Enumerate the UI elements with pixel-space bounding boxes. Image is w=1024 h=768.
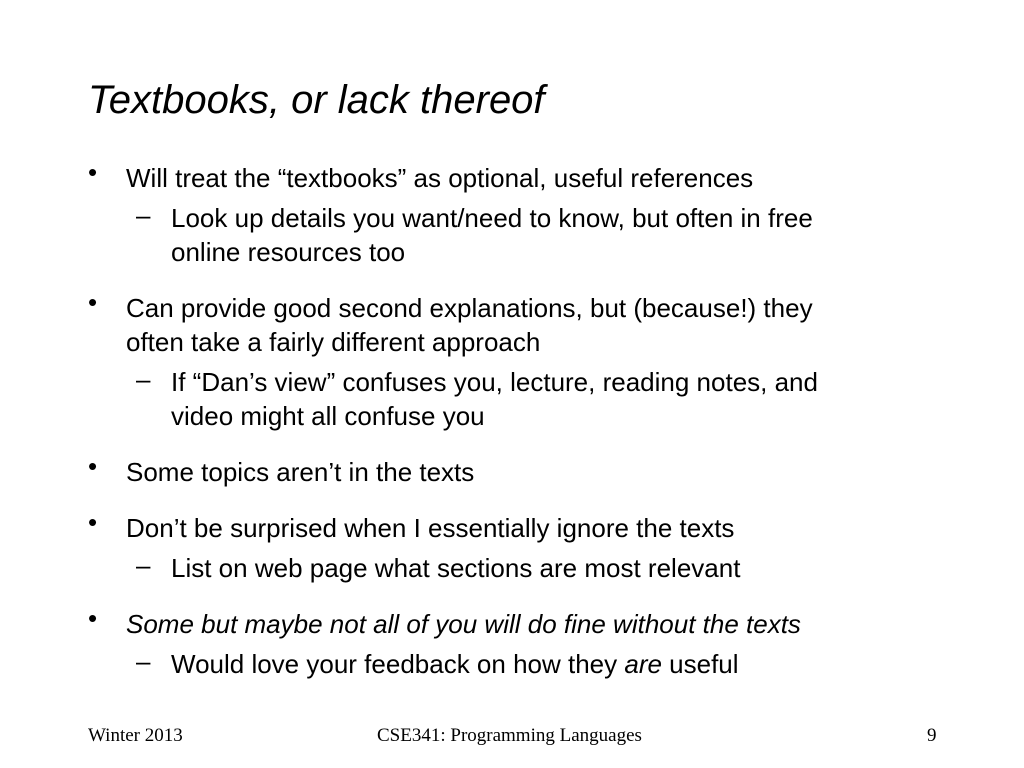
sub-bullet-text: useful xyxy=(661,649,739,679)
sub-bullet-line: If “Dan’s view” confuses you, lecture, reading notes, and xyxy=(171,367,818,397)
footer-page-number: 9 xyxy=(927,725,937,746)
slide-title: Textbooks, or lack thereof xyxy=(88,78,545,122)
bullet-marker: • xyxy=(88,157,98,187)
bullet-line: Can provide good second explanations, but (because!) they xyxy=(126,293,813,323)
footer-course: CSE341: Programming Languages xyxy=(377,725,642,746)
bullet-item xyxy=(88,603,801,641)
sub-bullet-line xyxy=(171,647,739,681)
sub-bullet-item xyxy=(136,200,813,269)
sub-bullet-item xyxy=(136,646,739,681)
bullet-line: Don’t be surprised when I essentially ignore the texts xyxy=(126,513,735,543)
sub-bullet-line: video might all confuse you xyxy=(171,401,485,431)
bullet-item xyxy=(88,451,475,489)
bullet-line: Will treat the “textbooks” as optional, useful references xyxy=(126,163,754,193)
footer-term: Winter 2013 xyxy=(88,725,183,746)
bullet-item xyxy=(88,157,754,195)
bullet-line: Some topics aren’t in the texts xyxy=(126,457,475,487)
sub-bullet-text: Would love your feedback on how they xyxy=(171,649,625,679)
bullet-item xyxy=(88,287,813,359)
sub-bullet-line: Look up details you want/need to know, but often in free xyxy=(171,203,813,233)
bullet-marker: • xyxy=(88,451,98,481)
sub-bullet-item xyxy=(136,550,741,585)
sub-bullet-item xyxy=(136,364,818,433)
bullet-line: often take a fairly different approach xyxy=(126,327,541,357)
sub-bullet-marker: – xyxy=(136,646,151,676)
bullet-marker: • xyxy=(88,507,98,537)
bullet-item xyxy=(88,507,735,545)
bullet-marker: • xyxy=(88,287,98,317)
sub-bullet-marker: – xyxy=(136,550,151,580)
sub-bullet-line: List on web page what sections are most relevant xyxy=(171,553,741,583)
sub-bullet-line: online resources too xyxy=(171,237,406,267)
emphasis-text: are xyxy=(624,649,662,679)
bullet-line: Some but maybe not all of you will do fine without the texts xyxy=(126,609,801,639)
sub-bullet-marker: – xyxy=(136,364,151,394)
bullet-marker: • xyxy=(88,603,98,633)
sub-bullet-marker: – xyxy=(136,200,151,230)
